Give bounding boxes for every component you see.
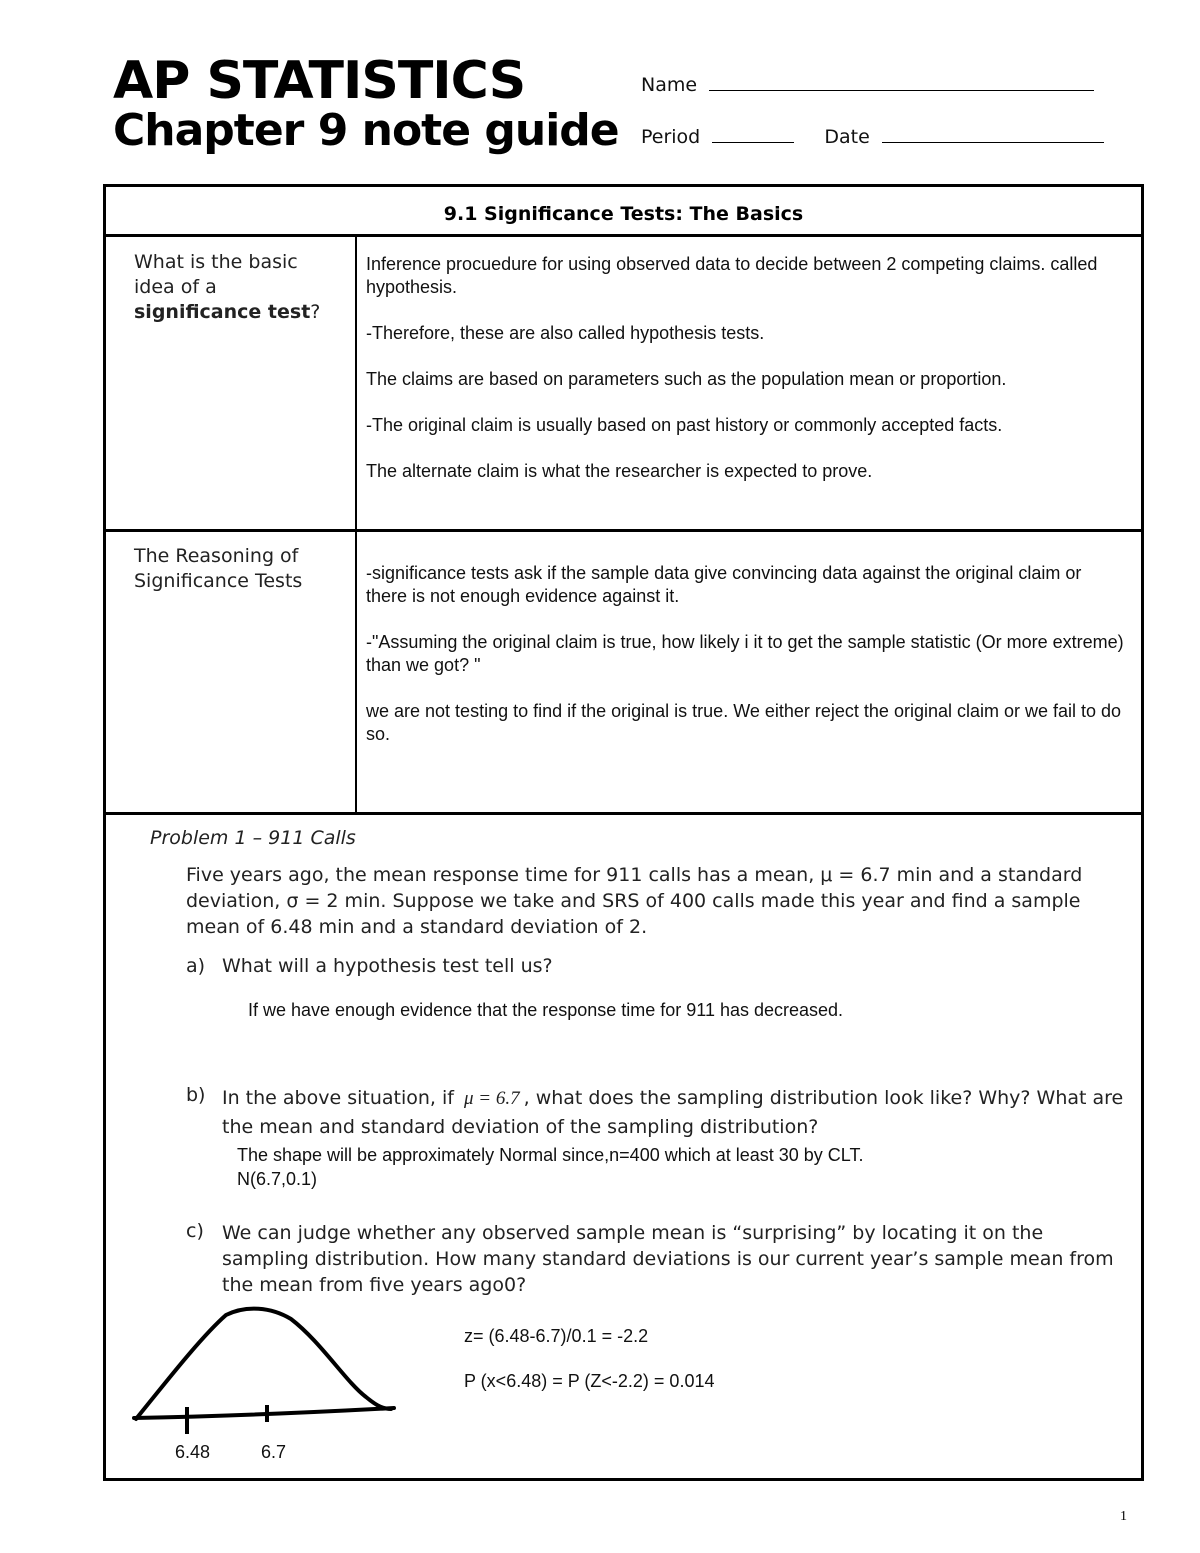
part-b-answer-1: The shape will be approximately Normal since,n=400 which at least 30 by CLT. bbox=[237, 1145, 864, 1165]
part-c-z-score: z= (6.48-6.7)/0.1 = -2.2 bbox=[464, 1326, 649, 1346]
column-divider bbox=[355, 237, 357, 813]
part-a-answer: If we have enough evidence that the response time for 911 has decreased. bbox=[248, 1000, 844, 1020]
period-label: Period bbox=[641, 126, 701, 148]
part-b-answer-2: N(6.7,0.1) bbox=[237, 1169, 318, 1189]
row1-answer-4: -The original claim is usually based on past history or commonly accepted facts. bbox=[366, 415, 1003, 435]
row1-answer-2: -Therefore, these are also called hypothesis tests. bbox=[366, 323, 765, 343]
part-b-question bbox=[222, 1084, 1127, 1142]
name-field[interactable] bbox=[641, 74, 1094, 96]
row1-answer-5: The alternate claim is what the researcher is expected to prove. bbox=[366, 461, 873, 481]
period-date-field bbox=[641, 126, 1104, 148]
part-a-label: a) bbox=[186, 955, 206, 977]
page-number: 1 bbox=[1120, 1509, 1127, 1524]
row2-answer-1: -significance tests ask if the sample data give convincing data against the original claim or there is not enough evidence against it. bbox=[366, 563, 1082, 606]
row2-answer-2: -"Assuming the original claim is true, how likely i it to get the sample statistic (Or more extreme) than we got? " bbox=[366, 632, 1124, 675]
row1-question-bold: significance test bbox=[134, 301, 311, 323]
part-b-question-post: , what does the sampling distribution look like? Why? What are the mean and standard deviation of the sampling distribution? bbox=[222, 1087, 1124, 1138]
title-line-1: AP STATISTICS bbox=[113, 51, 526, 111]
row1-answer-3: The claims are based on parameters such as the population mean or proportion. bbox=[366, 369, 1007, 389]
divider-title bbox=[106, 234, 1141, 237]
part-b-label: b) bbox=[186, 1084, 206, 1106]
row1-answer-1: Inference procuedure for using observed data to decide between 2 competing claims. called hypothesis. bbox=[366, 254, 1098, 297]
problem-intro: Five years ago, the mean response time for 911 calls has a mean, μ = 6.7 min and a standard deviation, σ = 2 min. Suppose we take and SRS of 400 calls made this year and find a sample mean of 6.48 min and a standard deviation of 2. bbox=[186, 864, 1083, 938]
row1-question-line1: What is the basic bbox=[134, 251, 298, 273]
sketch-label-6-48: 6.48 bbox=[175, 1442, 211, 1462]
name-blank[interactable] bbox=[709, 76, 1094, 91]
date-blank[interactable] bbox=[882, 128, 1104, 143]
row1-question bbox=[134, 250, 320, 325]
row2-question-line1: The Reasoning of bbox=[134, 545, 299, 567]
row2-answer bbox=[366, 562, 1126, 769]
row1-question-suffix: ? bbox=[310, 301, 321, 323]
problem-title: Problem 1 – 911 Calls bbox=[150, 827, 356, 849]
divider-row1 bbox=[106, 529, 1141, 532]
divider-row2 bbox=[106, 812, 1141, 815]
notes-table bbox=[103, 184, 1144, 1481]
page-title bbox=[113, 51, 619, 156]
part-b-mu: μ = 6.7 bbox=[464, 1088, 520, 1109]
part-c-label: c) bbox=[186, 1220, 204, 1242]
row2-question-line2: Significance Tests bbox=[134, 570, 303, 592]
row2-question bbox=[134, 544, 302, 594]
curve-path bbox=[136, 1309, 391, 1419]
part-b-question-pre: In the above situation, if bbox=[222, 1087, 454, 1109]
section-title: 9.1 Significance Tests: The Basics bbox=[443, 203, 804, 225]
row1-answer bbox=[366, 253, 1146, 506]
date-label: Date bbox=[824, 126, 870, 148]
part-c-probability: P (x<6.48) = P (Z<-2.2) = 0.014 bbox=[464, 1371, 715, 1391]
name-label: Name bbox=[641, 74, 698, 96]
period-blank[interactable] bbox=[712, 128, 794, 143]
part-c-question: We can judge whether any observed sample mean is “surprising” by locating it on the sampling distribution. How many standard deviations is our current year’s sample mean from the mean from five years ago0? bbox=[222, 1222, 1114, 1296]
row1-question-line2: idea of a bbox=[134, 276, 217, 298]
title-line-2: Chapter 9 note guide bbox=[113, 105, 619, 156]
part-a-question: What will a hypothesis test tell us? bbox=[222, 955, 553, 977]
sketch-label-6-7: 6.7 bbox=[261, 1442, 287, 1462]
row2-answer-3: we are not testing to find if the original is true. We either reject the original claim or we fail to do so. bbox=[366, 701, 1122, 744]
axis-line bbox=[134, 1408, 394, 1418]
